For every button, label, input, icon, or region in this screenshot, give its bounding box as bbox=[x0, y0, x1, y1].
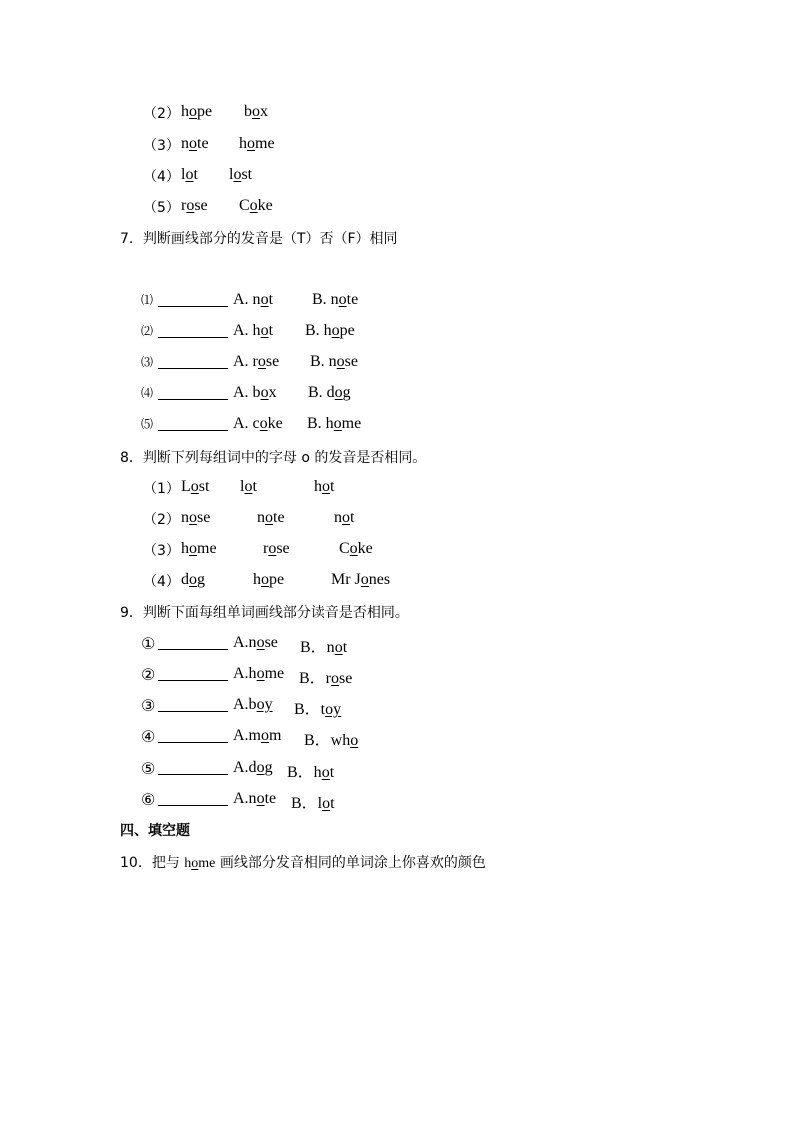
word-part: r bbox=[263, 540, 269, 557]
word-part: n bbox=[257, 509, 265, 526]
underlined-letters: o bbox=[321, 764, 330, 781]
answer-blank[interactable] bbox=[158, 430, 228, 431]
underlined-letters: o bbox=[342, 509, 350, 526]
underlined-letters: o bbox=[261, 727, 269, 744]
word-part: nes bbox=[368, 571, 391, 588]
item-number: ⑸ bbox=[141, 417, 154, 431]
item-number: （3） bbox=[143, 543, 180, 559]
word-part: te bbox=[273, 509, 285, 526]
answer-blank[interactable] bbox=[158, 774, 228, 775]
item-number: （4） bbox=[143, 169, 180, 185]
word bbox=[240, 478, 257, 496]
word-part: t bbox=[342, 639, 348, 656]
word-part: g bbox=[342, 384, 351, 401]
word-part: n bbox=[334, 509, 342, 526]
option-a bbox=[233, 634, 278, 652]
word-part: me bbox=[255, 135, 275, 152]
underlined-letters: o bbox=[260, 291, 269, 308]
underlined-letters: o bbox=[261, 571, 269, 588]
word-part: B．n bbox=[300, 639, 335, 656]
word-part: se bbox=[344, 353, 358, 370]
word-part: pe bbox=[339, 322, 355, 339]
option-b bbox=[308, 384, 351, 402]
word-part: l bbox=[229, 166, 234, 183]
word-part: h bbox=[253, 571, 261, 588]
answer-blank[interactable] bbox=[158, 742, 228, 743]
word bbox=[181, 135, 209, 153]
word bbox=[181, 197, 208, 215]
word-part: se bbox=[264, 634, 278, 651]
underlined-letters: oy bbox=[325, 701, 342, 718]
question-text: 10．把与 bbox=[120, 855, 185, 871]
word-part: se bbox=[265, 353, 280, 370]
option-b bbox=[294, 696, 341, 719]
item-number: ② bbox=[141, 667, 156, 684]
item-number: （4） bbox=[143, 574, 180, 590]
word-part: me bbox=[198, 856, 216, 871]
word-part: A.b bbox=[233, 696, 257, 713]
word-part: B. n bbox=[310, 353, 337, 370]
word-part: st bbox=[198, 478, 210, 495]
option-b bbox=[310, 353, 358, 371]
word bbox=[229, 166, 252, 184]
word bbox=[331, 571, 390, 589]
option-b bbox=[300, 634, 347, 657]
option-a bbox=[233, 322, 273, 340]
answer-blank[interactable] bbox=[158, 368, 228, 369]
underlined-letters: o bbox=[256, 665, 265, 682]
underlined-letters: o bbox=[322, 478, 330, 495]
word-part: A.m bbox=[233, 727, 261, 744]
option-a bbox=[233, 291, 273, 309]
option-a bbox=[233, 696, 273, 714]
option-a bbox=[233, 790, 276, 808]
word-part: pe bbox=[197, 103, 213, 120]
option-a bbox=[233, 727, 281, 745]
item-number: ③ bbox=[141, 698, 156, 715]
question-9-title: 9．判断下面每组单词画线部分读音是否相同。 bbox=[120, 605, 409, 621]
word-part: h bbox=[181, 540, 189, 557]
answer-blank[interactable] bbox=[158, 399, 228, 400]
underlined-letters: o bbox=[322, 795, 331, 812]
question-8-title: 8．判断下列每组词中的字母 o 的发音是否相同。 bbox=[120, 450, 427, 466]
word-part: B. h bbox=[307, 415, 334, 432]
word-part: se bbox=[194, 197, 208, 214]
word-part: me bbox=[341, 415, 362, 432]
word-part: C bbox=[339, 540, 350, 557]
underlined-letters: o bbox=[265, 509, 273, 526]
word bbox=[339, 540, 373, 558]
item-number: ⑴ bbox=[141, 293, 154, 307]
underlined-letters: o bbox=[185, 166, 194, 183]
word-part: l bbox=[181, 166, 186, 183]
word-part: A. b bbox=[233, 384, 261, 401]
word-part: g bbox=[197, 571, 205, 588]
word-part: h bbox=[184, 856, 192, 871]
word-part: B．wh bbox=[304, 732, 351, 749]
underlined-letters: o bbox=[256, 790, 265, 807]
underlined-letters: o bbox=[259, 415, 268, 432]
item-number: （2） bbox=[143, 106, 180, 122]
word-part: pe bbox=[269, 571, 285, 588]
word-part: B. n bbox=[312, 291, 339, 308]
answer-blank[interactable] bbox=[158, 805, 228, 806]
word bbox=[239, 197, 273, 215]
underlined-letters: o bbox=[338, 291, 347, 308]
word-part: A.n bbox=[233, 790, 257, 807]
underlined-letters: o bbox=[247, 135, 255, 152]
underlined-letters: o bbox=[189, 103, 197, 120]
word bbox=[181, 478, 209, 496]
word-part: l bbox=[240, 478, 245, 495]
word-part: te bbox=[346, 291, 359, 308]
option-b bbox=[287, 759, 334, 782]
word-part: A. n bbox=[233, 291, 261, 308]
answer-blank[interactable] bbox=[158, 337, 228, 338]
word-part: b bbox=[244, 103, 252, 120]
underlined-letters: o bbox=[189, 540, 197, 557]
word-part: te bbox=[197, 135, 209, 152]
word bbox=[181, 509, 210, 527]
underlined-letters: o bbox=[256, 634, 265, 651]
answer-blank[interactable] bbox=[158, 306, 228, 307]
item-number: ⑶ bbox=[141, 355, 154, 369]
word-part: A. c bbox=[233, 415, 260, 432]
word-part: A.h bbox=[233, 665, 257, 682]
item-number: ⑷ bbox=[141, 386, 154, 400]
word bbox=[181, 103, 212, 121]
word-part: B．h bbox=[287, 764, 322, 781]
word-part: B．t bbox=[294, 701, 326, 718]
word-part: n bbox=[181, 135, 189, 152]
word-part: x bbox=[268, 384, 277, 401]
underlined-letters: o bbox=[189, 135, 197, 152]
word-part: h bbox=[314, 478, 322, 495]
underlined-letters: o bbox=[191, 856, 199, 871]
underlined-letters: o bbox=[189, 509, 197, 526]
underlined-letters: o bbox=[186, 197, 195, 214]
item-number: ⑤ bbox=[141, 761, 156, 778]
question-text: 画线部分发音相同的单词涂上你喜欢的颜色 bbox=[215, 855, 486, 871]
option-b bbox=[312, 291, 358, 309]
option-b bbox=[299, 665, 352, 688]
word-part: se bbox=[197, 509, 211, 526]
word-part: B. d bbox=[308, 384, 335, 401]
word bbox=[334, 509, 354, 527]
word-part: x bbox=[260, 103, 268, 120]
word-part: ke bbox=[257, 197, 273, 214]
underlined-letters: o bbox=[190, 478, 199, 495]
word-part: t bbox=[268, 291, 274, 308]
question-7-title: 7．判断画线部分的发音是（T）否（F）相同 bbox=[120, 231, 398, 247]
word-part: t bbox=[329, 764, 335, 781]
option-a bbox=[233, 759, 273, 777]
word bbox=[181, 540, 217, 558]
underlined-letters: o bbox=[333, 415, 342, 432]
word-part: A. r bbox=[233, 353, 258, 370]
underlined-letters: o bbox=[249, 197, 258, 214]
word-part: B. h bbox=[305, 322, 332, 339]
word-part: g bbox=[264, 759, 273, 776]
item-number: （1） bbox=[143, 481, 180, 497]
option-b bbox=[305, 322, 355, 340]
word-part: t bbox=[330, 478, 335, 495]
word-part: A.d bbox=[233, 759, 257, 776]
word bbox=[244, 103, 268, 121]
answer-blank[interactable] bbox=[158, 649, 228, 650]
underlined-letters: oy bbox=[256, 696, 273, 713]
word bbox=[181, 571, 205, 589]
item-number: ⑵ bbox=[141, 324, 154, 338]
word-part: d bbox=[181, 571, 189, 588]
item-number: （2） bbox=[143, 512, 180, 528]
word-part: h bbox=[239, 135, 247, 152]
underlined-letters: o bbox=[189, 571, 197, 588]
underlined-letters: o bbox=[252, 103, 260, 120]
underlined-letters: o bbox=[349, 540, 358, 557]
section-heading: 四、填空题 bbox=[120, 823, 190, 839]
word-part: n bbox=[181, 509, 189, 526]
word bbox=[253, 571, 284, 589]
option-b bbox=[291, 790, 335, 813]
underlined-letters: o bbox=[257, 353, 266, 370]
underlined-letters: o bbox=[244, 478, 253, 495]
word-part: r bbox=[181, 197, 187, 214]
word-part: se bbox=[339, 670, 353, 687]
word-part: C bbox=[239, 197, 250, 214]
word bbox=[184, 856, 215, 871]
word-part: A.n bbox=[233, 634, 257, 651]
word bbox=[181, 166, 198, 184]
underlined-letters: o bbox=[233, 166, 242, 183]
item-number: ① bbox=[141, 636, 156, 653]
word-part: t bbox=[252, 478, 257, 495]
word-part: ke bbox=[267, 415, 283, 432]
word-part: A. h bbox=[233, 322, 261, 339]
option-b bbox=[304, 727, 358, 750]
word-part: se bbox=[276, 540, 290, 557]
word-part: t bbox=[268, 322, 274, 339]
item-number: ④ bbox=[141, 729, 156, 746]
underlined-letters: o bbox=[334, 384, 343, 401]
word-part: m bbox=[269, 727, 282, 744]
answer-blank[interactable] bbox=[158, 680, 228, 681]
option-a bbox=[233, 665, 284, 683]
word-part: t bbox=[193, 166, 198, 183]
word-part: B．l bbox=[291, 795, 323, 812]
word-part: me bbox=[264, 665, 285, 682]
option-a bbox=[233, 353, 279, 371]
word-part: t bbox=[330, 795, 335, 812]
answer-blank[interactable] bbox=[158, 711, 228, 712]
word-part: Mr J bbox=[331, 571, 361, 588]
underlined-letters: o bbox=[331, 670, 340, 687]
word-part: t bbox=[350, 509, 355, 526]
item-number: （5） bbox=[143, 200, 180, 216]
word-part: B．r bbox=[299, 670, 332, 687]
question-10-title bbox=[120, 852, 486, 872]
underlined-letters: o bbox=[268, 540, 277, 557]
underlined-letters: o bbox=[260, 322, 269, 339]
underlined-letters: o bbox=[334, 639, 343, 656]
item-number: （3） bbox=[143, 138, 180, 154]
word bbox=[257, 509, 285, 527]
underlined-letters: o bbox=[260, 384, 269, 401]
word bbox=[263, 540, 290, 558]
word bbox=[239, 135, 275, 153]
underlined-letters: o bbox=[336, 353, 345, 370]
underlined-letters: o bbox=[360, 571, 369, 588]
word bbox=[314, 478, 334, 496]
underlined-letters: o bbox=[350, 732, 359, 749]
option-b bbox=[307, 415, 361, 433]
word-part: te bbox=[264, 790, 277, 807]
word-part: h bbox=[181, 103, 189, 120]
word-part: L bbox=[181, 478, 191, 495]
word-part: ke bbox=[357, 540, 373, 557]
word-part: me bbox=[197, 540, 217, 557]
item-number: ⑥ bbox=[141, 792, 156, 809]
option-a bbox=[233, 384, 277, 402]
word-part: st bbox=[241, 166, 253, 183]
option-a bbox=[233, 415, 283, 433]
underlined-letters: o bbox=[256, 759, 265, 776]
underlined-letters: o bbox=[331, 322, 340, 339]
